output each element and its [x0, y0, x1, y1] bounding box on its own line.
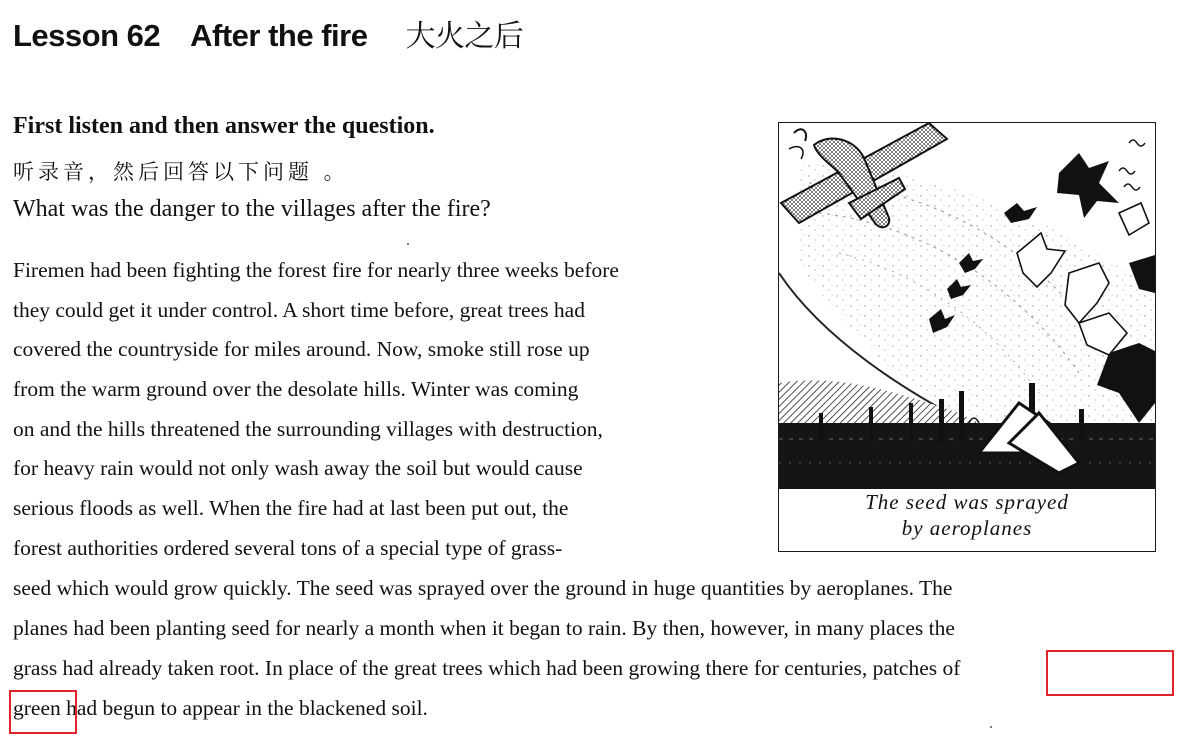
- passage-line: serious floods as well. When the fire had at last been put out, the: [13, 496, 569, 520]
- passage-line: from the warm ground over the desolate hills. Winter was coming: [13, 377, 579, 401]
- highlight-box-green: [9, 690, 77, 734]
- lesson-title-cn: 大火之后: [405, 19, 524, 54]
- aeroplane-seeding-illustration: [779, 123, 1155, 489]
- speck: [407, 243, 409, 245]
- lesson-number: Lesson 62: [13, 18, 161, 53]
- passage-line: covered the countryside for miles around. Now, smoke still rose up: [13, 337, 590, 361]
- passage-line: planes had been planting seed for nearly a month when it began to rain. By then, however, in many places the: [13, 616, 955, 640]
- passage-line: Firemen had been fighting the forest fire for nearly three weeks before: [13, 258, 619, 282]
- passage-line: green had begun to appear in the blackened soil.: [13, 696, 428, 720]
- caption-line: The seed was sprayed: [865, 490, 1069, 514]
- instruction-cn: 听录音，然后回答以下问题 。: [13, 160, 349, 184]
- speck: [990, 726, 992, 728]
- caption-line: by aeroplanes: [901, 516, 1033, 540]
- figure-caption: [779, 489, 1155, 541]
- lesson-title: [13, 14, 523, 59]
- passage-line: on and the hills threatened the surrounding villages with destruction,: [13, 417, 603, 441]
- passage-line: seed which would grow quickly. The seed was sprayed over the ground in huge quantities by aeroplanes. The: [13, 576, 953, 600]
- passage-line: grass had already taken root. In place of the great trees which had been growing there for centuries, patches of: [13, 656, 961, 680]
- question-text: What was the danger to the villages after the fire?: [13, 196, 491, 222]
- passage-line: forest authorities ordered several tons of a special type of grass-: [13, 536, 563, 560]
- highlight-box-patches-of: [1046, 650, 1174, 696]
- passage-line: they could get it under control. A short time before, great trees had: [13, 298, 585, 322]
- instruction-en: First listen and then answer the question.: [13, 113, 435, 139]
- illustration-figure: [778, 122, 1156, 552]
- lesson-title-en: After the fire: [190, 18, 368, 53]
- passage-line: for heavy rain would not only wash away the soil but would cause: [13, 456, 583, 480]
